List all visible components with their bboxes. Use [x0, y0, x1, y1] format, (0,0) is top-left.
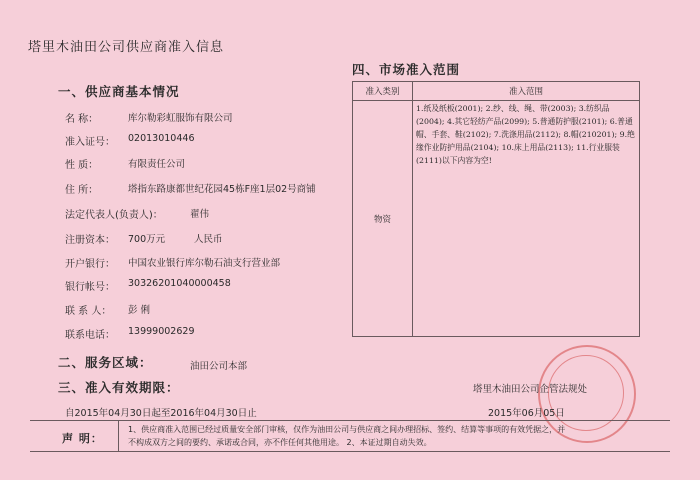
section-service-heading: 二、服务区域：: [58, 355, 153, 370]
notice-line-1: 1、供应商准入范围已经过质量安全部门审核，仅作为油田公司与供应商之间办理招标、签约、结算等事项的有效凭据之，并: [128, 425, 566, 434]
permit-no-value: 02013010446: [128, 133, 195, 144]
capital-value: 700万元: [128, 234, 166, 245]
address-value: 塔指东路康都世纪花园45栋F座1层02号商铺: [128, 184, 316, 195]
notice-line-2: 不构成双方之间的要约、承诺或合同，亦不作任何其他用途。 2、本证过期自动失效。: [128, 438, 432, 447]
nature-label: 性 质：: [65, 160, 99, 171]
name-label: 名 称：: [65, 114, 99, 125]
category-cell: 物资: [353, 101, 413, 337]
service-area-value: 油田公司本部: [190, 361, 248, 372]
section-basic-heading: 一、供应商基本情况: [58, 84, 180, 99]
contact-value: 彭 俐: [128, 305, 151, 316]
notice-divider: [118, 420, 119, 451]
account-label: 银行帐号：: [65, 282, 115, 293]
bank-label: 开户银行：: [65, 259, 115, 270]
page-title: 塔里木油田公司供应商准入信息: [28, 40, 225, 55]
issuer-name: 塔里木油田公司企管法规处: [473, 384, 588, 395]
legal-rep-value: 翟伟: [190, 209, 210, 220]
notice-top-rule: [30, 420, 670, 421]
scope-cell: 1.纸及纸板(2001); 2.纱、线、绳、带(2003); 3.纺织品(2004); 4.其它轻纺产品(2099); 5.普通防护服(2101); 6.普通帽、手套、鞋(2102); 7.洗涤用品(2112); 8.帽(210201); 9.绝缘作业防护用品(2104); 10.床上用品(2113); 11.行业服装(2111)以下内容为空!: [413, 101, 640, 337]
market-scope-table: [352, 81, 640, 337]
capital-label: 注册资本：: [65, 235, 115, 246]
nature-value: 有限责任公司: [128, 159, 186, 170]
category-column-header: 准入类别: [353, 82, 413, 101]
notice-bottom-rule: [30, 451, 670, 452]
address-label: 住 所：: [65, 185, 99, 196]
permit-no-label: 准入证号：: [65, 137, 115, 148]
notice-heading: 声 明：: [62, 432, 103, 445]
scope-column-header: 准入范围: [413, 82, 640, 101]
contact-label: 联 系 人：: [65, 306, 112, 317]
bank-value: 中国农业银行库尔勒石油支行营业部: [128, 258, 281, 269]
section-validity-heading: 三、准入有效期限：: [58, 380, 180, 395]
section-market-heading: 四、市场准入范围: [352, 62, 461, 77]
legal-rep-label: 法定代表人(负责人)：: [65, 210, 163, 221]
name-value: 库尔勒彩虹服饰有限公司: [128, 113, 233, 124]
capital-currency: 人民币: [194, 234, 223, 245]
account-value: 30326201040000458: [128, 278, 231, 289]
issue-date: 2015年06月05日: [488, 408, 565, 419]
phone-value: 13999002629: [128, 326, 195, 337]
phone-label: 联系电话：: [65, 330, 115, 341]
validity-period: 自2015年04月30日起至2016年04月30日止: [65, 408, 257, 419]
